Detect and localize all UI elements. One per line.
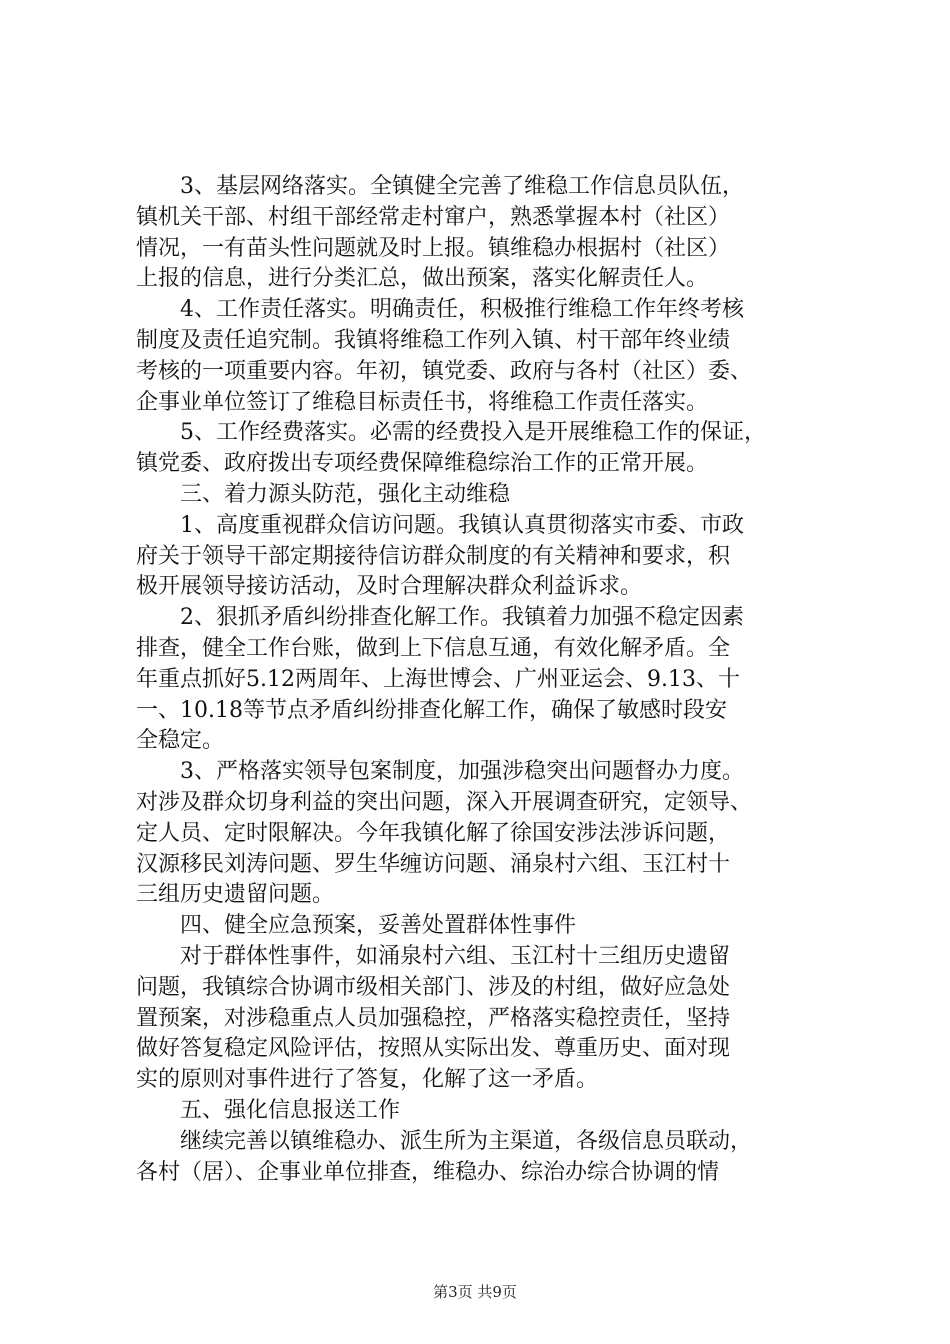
- text-line: 五、强化信息报送工作: [180, 1097, 401, 1123]
- text-line: 实的原则对事件进行了答复，化解了这一矛盾。: [136, 1067, 599, 1093]
- text-line: 各村（居）、企事业单位排查，维稳办、综治办综合协调的情: [136, 1159, 720, 1185]
- text-line: 考核的一项重要内容。年初，镇党委、政府与各村（社区）委、: [136, 358, 753, 384]
- text-line: 对于群体性事件，如涌泉村六组、玉江村十三组历史遗留: [180, 943, 731, 969]
- text-line: 排查，健全工作台账，做到上下信息互通，有效化解矛盾。全: [136, 635, 731, 661]
- text-line: 企事业单位签订了维稳目标责任书，将维稳工作责任落实。: [136, 389, 709, 415]
- text-line: 全稳定。: [136, 728, 225, 754]
- text-line: 对涉及群众切身利益的突出问题，深入开展调查研究，定领导、: [136, 789, 753, 815]
- text-line: 3、严格落实领导包案制度，加强涉稳突出问题督办力度。: [180, 759, 744, 785]
- text-line: 置预案，对涉稳重点人员加强稳控，严格落实稳控责任，坚持: [136, 1005, 731, 1031]
- text-line: 年重点抓好5.12两周年、上海世博会、广州亚运会、9.13、十: [136, 666, 740, 692]
- text-line: 汉源移民刘涛问题、罗生华缠访问题、涌泉村六组、玉江村十: [136, 851, 731, 877]
- text-line: 继续完善以镇维稳办、派生所为主渠道，各级信息员联动，: [180, 1128, 753, 1154]
- text-line: 4、工作责任落实。明确责任，积极推行维稳工作年终考核: [180, 297, 744, 323]
- text-line: 一、10.18等节点矛盾纠纷排查化解工作，确保了敏感时段安: [136, 697, 727, 723]
- text-line: 上报的信息，进行分类汇总，做出预案，落实化解责任人。: [136, 266, 709, 292]
- text-line: 5、工作经费落实。必需的经费投入是开展维稳工作的保证，: [180, 420, 766, 446]
- text-line: 三组历史遗留问题。: [136, 882, 335, 908]
- document-body: [136, 172, 836, 1188]
- text-line: 2、狠抓矛盾纠纷排查化解工作。我镇着力加强不稳定因素: [180, 605, 744, 631]
- page-footer: 第3页 共9页: [433, 1283, 517, 1301]
- text-line: 1、高度重视群众信访问题。我镇认真贯彻落实市委、市政: [180, 512, 744, 538]
- text-line: 镇党委、政府拨出专项经费保障维稳综治工作的正常开展。: [136, 451, 709, 477]
- text-line: 定人员、定时限解决。今年我镇化解了徐国安涉法涉诉问题，: [136, 820, 731, 846]
- text-line: 问题，我镇综合协调市级相关部门、涉及的村组，做好应急处: [136, 974, 731, 1000]
- text-line: 情况，一有苗头性问题就及时上报。镇维稳办根据村（社区）: [136, 235, 731, 261]
- text-line: 四、健全应急预案，妥善处置群体性事件: [180, 913, 577, 939]
- text-line: 做好答复稳定风险评估，按照从实际出发、尊重历史、面对现: [136, 1036, 731, 1062]
- text-line: 3、基层网络落实。全镇健全完善了维稳工作信息员队伍，: [180, 174, 744, 199]
- text-line: 制度及责任追究制。我镇将维稳工作列入镇、村干部年终业绩: [136, 327, 731, 353]
- text-line: 极开展领导接访活动，及时合理解决群众利益诉求。: [136, 574, 643, 600]
- text-line: 镇机关干部、村组干部经常走村窜户，熟悉掌握本村（社区）: [136, 204, 731, 230]
- text-line: 三、着力源头防范，强化主动维稳: [180, 481, 511, 507]
- text-line: 府关于领导干部定期接待信访群众制度的有关精神和要求，积: [136, 543, 731, 569]
